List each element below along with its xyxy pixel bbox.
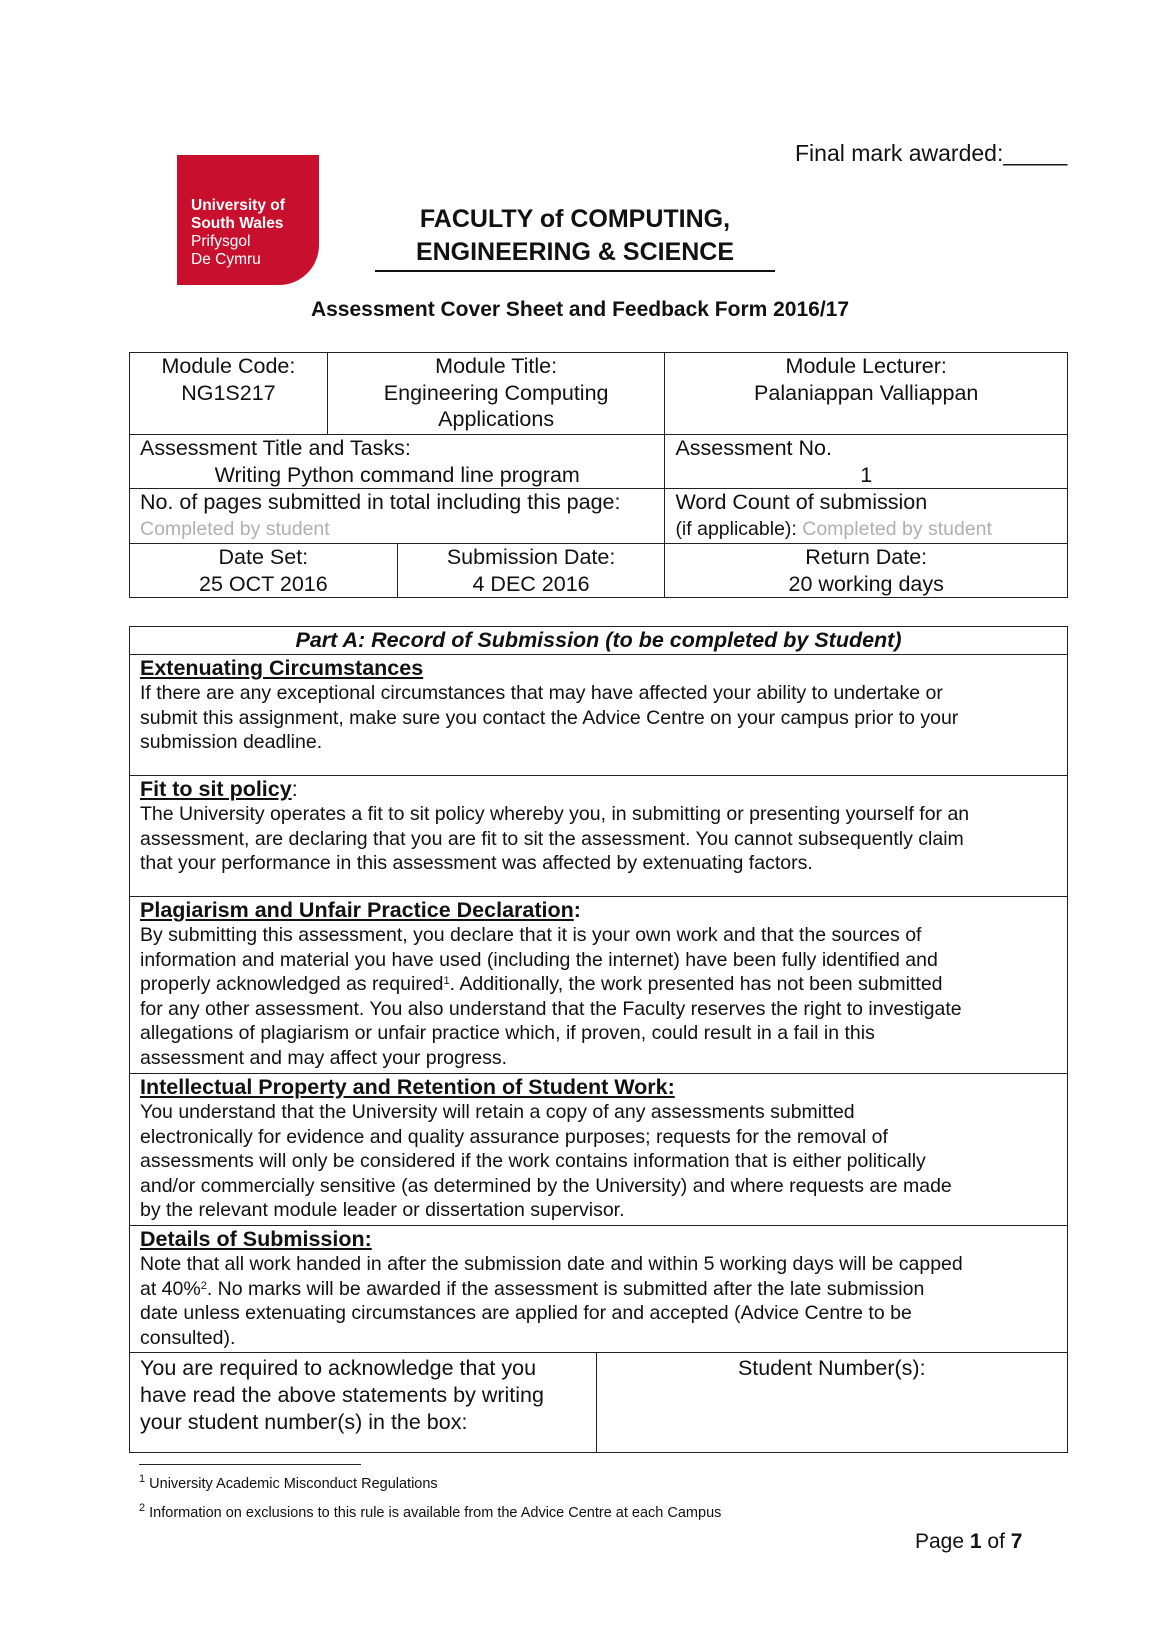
- faculty-line-2: ENGINEERING & SCIENCE: [415, 238, 735, 266]
- ip-line-3: assessments will only be considered if the work contains information that is either politically: [140, 1150, 926, 1172]
- pages-label: No. of pages submitted in total including this page:: [140, 490, 621, 514]
- plagiarism-line-6: assessment and may affect your progress.: [140, 1046, 508, 1069]
- assessment-title-label: Assessment Title and Tasks:: [140, 436, 411, 460]
- plagiarism-section: Plagiarism and Unfair Practice Declaration: By submitting this assessment, you declare that it is your own work and that the sources of information and material you have used (including the internet) have been fully identified and properly acknowledged as required$^1$. Additionally, the work presented has not been submitted for any other assessment. You also understand that the Faculty reserves the right to investigate allegations of plagiarism or unfair practice which, if proven, could result in a fail in this assessment and may affect your progress.: [130, 897, 1068, 1074]
- assessment-title-cell: [130, 435, 665, 489]
- part-a-table: [129, 626, 1068, 1453]
- plagiarism-line-4: for any other assessment. You also understand that the Faculty reserves the right to investigate: [140, 997, 962, 1020]
- return-date-label: Return Date:: [805, 545, 928, 569]
- submission-date-value: 4 DEC 2016: [472, 571, 590, 596]
- footnote-1: $^1$ University Academic Misconduct Regulations: [139, 1473, 438, 1492]
- footnote-separator: [139, 1464, 361, 1465]
- form-title: Assessment Cover Sheet and Feedback Form 2016/17: [310, 298, 850, 321]
- logo-line-1: University of: [191, 197, 285, 214]
- extenuating-line-3: submission deadline.: [140, 731, 323, 753]
- acknowledge-line-3: your student number(s) in the box:: [140, 1410, 468, 1434]
- module-title-line-2: Applications: [438, 407, 555, 431]
- module-code-value: NG1S217: [181, 380, 276, 405]
- date-set-cell: [130, 544, 398, 598]
- page-number: Page 1 of 7: [915, 1530, 1023, 1553]
- acknowledge-line-2: have read the above statements by writing: [140, 1383, 544, 1407]
- assessment-title-value: Writing Python command line program: [214, 462, 580, 487]
- part-a-heading: Part A: Record of Submission (to be completed by Student): [130, 627, 1068, 655]
- word-count-placeholder: Completed by student: [802, 517, 992, 540]
- assessment-no-label: Assessment No.: [675, 436, 832, 460]
- word-count-sub: (if applicable):: [675, 517, 797, 540]
- plagiarism-line-3: properly acknowledged as required$^1$. Additionally, the work presented has not been submitted: [140, 973, 943, 995]
- date-set-label: Date Set:: [218, 545, 309, 569]
- ip-line-2: electronically for evidence and quality assurance purposes; requests for the removal of: [140, 1125, 888, 1148]
- student-number-field[interactable]: [596, 1353, 1067, 1453]
- module-lecturer-value: Palaniappan Valliappan: [754, 380, 979, 405]
- ip-line-4: and/or commercially sensitive (as determined by the University) and where requests are made: [140, 1174, 952, 1197]
- fit-to-sit-line-1: The University operates a fit to sit policy whereby you, in submitting or presenting yourself for an: [140, 803, 970, 825]
- word-count-label: Word Count of submission: [675, 490, 928, 514]
- plagiarism-line-5: allegations of plagiarism or unfair practice which, if proven, could result in a fail in this: [140, 1022, 875, 1044]
- ip-line-1: You understand that the University will retain a copy of any assessments submitted: [140, 1101, 855, 1123]
- ip-line-5: by the relevant module leader or dissertation supervisor.: [140, 1199, 625, 1221]
- fit-to-sit-title: Fit to sit policy: [140, 777, 292, 801]
- footnote-ref-2: 2: [200, 1279, 207, 1292]
- details-section: [130, 1226, 1068, 1353]
- fit-to-sit-section: Fit to sit policy: The University operates a fit to sit policy whereby you, in submitting or presenting yourself for an assessment, are declaring that you are fit to sit the assessment. You cannot subsequently claim that your performance in this assessment was affected by extenuating factors.: [130, 776, 1068, 897]
- details-line-2: at 40%$^2$. No marks will be awarded if the assessment is submitted after the late submission: [140, 1277, 925, 1300]
- details-line-4: consulted).: [140, 1326, 236, 1349]
- extenuating-title: Extenuating Circumstances: [140, 656, 424, 680]
- faculty-title: [375, 203, 775, 269]
- return-date-cell: [665, 544, 1068, 598]
- extenuating-section: [130, 655, 1068, 776]
- submission-date-label: Submission Date:: [446, 545, 616, 569]
- details-title: Details of Submission:: [140, 1227, 372, 1251]
- ip-section: [130, 1074, 1068, 1226]
- logo-line-4: De Cymru: [191, 251, 261, 268]
- details-line-1: Note that all work handed in after the submission date and within 5 working days will be capped: [140, 1253, 963, 1275]
- extenuating-line-1: If there are any exceptional circumstances that may have affected your ability to undertake or: [140, 682, 943, 704]
- module-title-label: Module Title:: [435, 354, 558, 378]
- fit-to-sit-line-3: that your performance in this assessment was affected by extenuating factors.: [140, 852, 813, 874]
- logo-line-2: South Wales: [191, 215, 284, 232]
- faculty-line-1: FACULTY of COMPUTING,: [419, 205, 731, 233]
- fit-to-sit-line-2: assessment, are declaring that you are fit to sit the assessment. You cannot subsequently claim: [140, 827, 964, 850]
- module-code-cell: [130, 353, 328, 435]
- acknowledge-cell: [130, 1353, 597, 1453]
- module-lecturer-cell: [665, 353, 1068, 435]
- assessment-no-value: 1: [860, 462, 873, 487]
- module-title-line-1: Engineering Computing: [383, 380, 609, 405]
- pages-placeholder: Completed by student: [140, 517, 330, 540]
- module-lecturer-label: Module Lecturer:: [785, 354, 947, 378]
- footnote-2: $^2$ Information on exclusions to this rule is available from the Advice Centre at each Campus: [139, 1502, 722, 1521]
- faculty-underline: [375, 270, 775, 272]
- module-info-table: [129, 352, 1068, 598]
- submission-date-cell: [397, 544, 665, 598]
- module-title-cell: [327, 353, 665, 435]
- university-logo: [177, 155, 319, 285]
- student-number-label: Student Number(s):: [737, 1356, 926, 1380]
- logo-line-3: Prifysgol: [191, 233, 251, 250]
- word-count-cell: [665, 489, 1068, 544]
- ip-title: Intellectual Property and Retention of Student Work:: [140, 1075, 675, 1099]
- plagiarism-line-2: information and material you have used (including the internet) have been fully identified and: [140, 948, 938, 971]
- final-mark-awarded: Final mark awarded:_____: [795, 140, 1068, 166]
- details-line-3: date unless extenuating circumstances are applied for and accepted (Advice Centre to be: [140, 1302, 912, 1324]
- plagiarism-title: Plagiarism and Unfair Practice Declaration: [140, 898, 574, 922]
- assessment-no-cell: [665, 435, 1068, 489]
- return-date-value: 20 working days: [788, 571, 944, 596]
- acknowledge-line-1: You are required to acknowledge that you: [140, 1356, 537, 1380]
- footnote-ref-1: 1: [443, 975, 450, 987]
- pages-cell: [130, 489, 665, 544]
- date-set-value: 25 OCT 2016: [199, 571, 328, 596]
- module-code-label: Module Code:: [161, 354, 296, 378]
- extenuating-line-2: submit this assignment, make sure you contact the Advice Centre on your campus prior to your: [140, 706, 959, 729]
- plagiarism-line-1: By submitting this assessment, you declare that it is your own work and that the sources of: [140, 924, 922, 946]
